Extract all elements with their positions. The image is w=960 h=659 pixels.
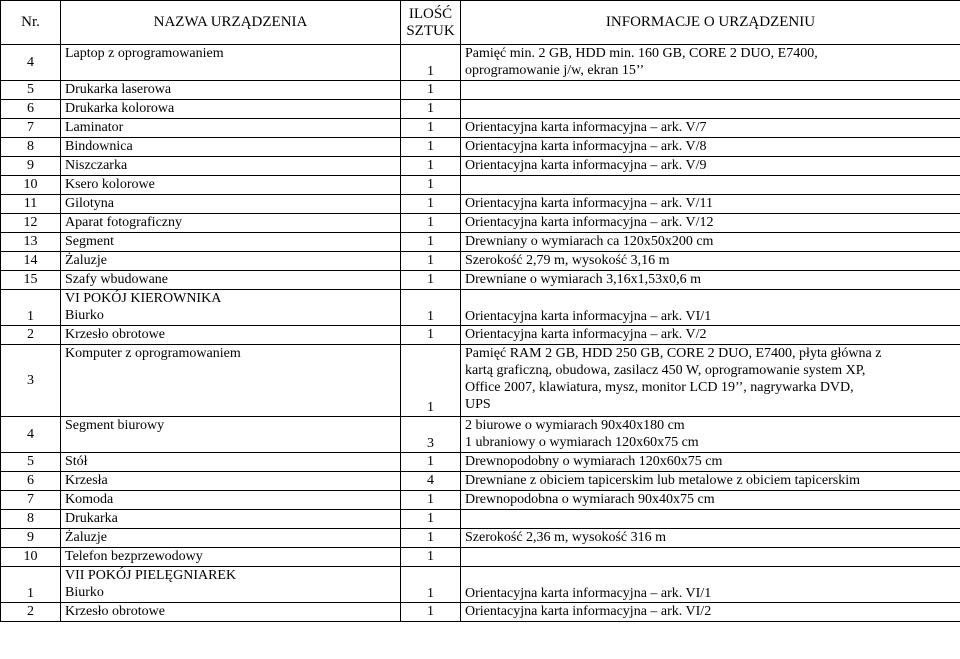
header-qty-line1: ILOŚĆ [408,5,453,22]
row-info-line: oprogramowanie j/w, ekran 15’’ [465,63,645,78]
row-qty: 1 [401,529,461,548]
header-qty-line2: SZTUK [406,22,455,39]
row-info-line: 2 biurowe o wymiarach 90x40x180 cm [465,418,685,433]
table-row [1,290,960,326]
row-info-line: UPS [465,397,491,412]
table-row [1,548,960,567]
row-qty: 1 [401,176,461,195]
row-info: Orientacyjna karta informacyjna – ark. V/7 [461,119,960,138]
row-name [61,567,401,603]
row-name: Segment biurowy [61,417,401,453]
row-name: Bindownica [61,138,401,157]
table-row [1,214,960,233]
row-nr: 4 [1,45,61,81]
row-name: Ksero kolorowe [61,176,401,195]
row-qty: 1 [401,138,461,157]
row-info-line: kartą graficzną, obudowa, zasilacz 450 W, oprogramowanie system XP, [465,363,866,378]
row-qty: 1 [401,195,461,214]
row-qty: 1 [401,157,461,176]
row-nr: 1 [1,567,61,603]
row-nr: 7 [1,491,61,510]
row-nr: 6 [1,100,61,119]
row-qty: 1 [401,233,461,252]
row-nr: 2 [1,326,61,345]
row-name: Krzesło obrotowe [61,603,401,622]
table-row [1,567,960,603]
row-name: Drukarka [61,510,401,529]
row-info [461,345,960,417]
row-qty: 1 [401,453,461,472]
row-name: Żaluzje [61,252,401,271]
row-qty: 1 [401,100,461,119]
row-nr: 10 [1,548,61,567]
table-row [1,100,960,119]
row-name [61,290,401,326]
row-name: Laptop z oprogramowaniem [61,45,401,81]
table-row [1,529,960,548]
row-info: Orientacyjna karta informacyjna – ark. VI/2 [461,603,960,622]
table-row [1,252,960,271]
table-row [1,472,960,491]
row-info: Drewniane z obiciem tapicerskim lub metalowe z obiciem tapicerskim [461,472,960,491]
row-qty: 1 [401,603,461,622]
row-info-line: 1 ubraniowy o wymiarach 120x60x75 cm [465,435,699,450]
table-row [1,345,960,417]
row-info: Drewnopodobny o wymiarach 120x60x75 cm [461,453,960,472]
row-nr: 5 [1,453,61,472]
row-qty: 1 [401,271,461,290]
table-row [1,233,960,252]
row-name: Segment [61,233,401,252]
section-heading: VII POKÓJ PIELĘGNIAREK [65,568,237,583]
row-nr: 2 [1,603,61,622]
row-nr: 3 [1,345,61,417]
row-info: Szerokość 2,36 m, wysokość 316 m [461,529,960,548]
table-row [1,157,960,176]
row-qty: 1 [401,345,461,417]
row-name: Komoda [61,491,401,510]
row-info: Drewnopodobna o wymiarach 90x40x75 cm [461,491,960,510]
row-qty: 1 [401,326,461,345]
table-row [1,510,960,529]
row-info: Orientacyjna karta informacyjna – ark. V/8 [461,138,960,157]
row-qty: 1 [401,119,461,138]
table-row [1,176,960,195]
row-qty: 1 [401,567,461,603]
table-row [1,45,960,81]
row-name: Telefon bezprzewodowy [61,548,401,567]
row-nr: 10 [1,176,61,195]
row-info [461,510,960,529]
row-qty: 1 [401,81,461,100]
row-name: Szafy wbudowane [61,271,401,290]
row-name: Stół [61,453,401,472]
header-row [1,1,960,45]
row-info [461,417,960,453]
row-nr: 6 [1,472,61,491]
table-row [1,326,960,345]
table-row [1,138,960,157]
row-info: Orientacyjna karta informacyjna – ark. V/2 [461,326,960,345]
row-info: Szerokość 2,79 m, wysokość 3,16 m [461,252,960,271]
row-nr: 11 [1,195,61,214]
row-name: Krzesło obrotowe [61,326,401,345]
row-name: Krzesła [61,472,401,491]
table-row [1,453,960,472]
row-nr: 8 [1,510,61,529]
header-qty [401,1,461,45]
row-name: Żaluzje [61,529,401,548]
row-info [461,100,960,119]
row-qty: 1 [401,45,461,81]
row-nr: 9 [1,157,61,176]
row-qty: 1 [401,214,461,233]
row-nr: 15 [1,271,61,290]
row-info: Orientacyjna karta informacyjna – ark. V/12 [461,214,960,233]
row-info-line: Office 2007, klawiatura, mysz, monitor LCD 19’’, nagrywarka DVD, [465,380,854,395]
row-nr: 8 [1,138,61,157]
row-info [461,548,960,567]
row-info [461,45,960,81]
row-info: Orientacyjna karta informacyjna – ark. V/9 [461,157,960,176]
row-name: Komputer z oprogramowaniem [61,345,401,417]
row-name: Gilotyna [61,195,401,214]
row-name-text: Biurko [65,585,104,600]
row-qty: 3 [401,417,461,453]
row-info: Drewniany o wymiarach ca 120x50x200 cm [461,233,960,252]
row-nr: 1 [1,290,61,326]
row-name-text: Biurko [65,308,104,323]
row-name: Drukarka kolorowa [61,100,401,119]
row-qty: 4 [401,472,461,491]
section-heading: VI POKÓJ KIEROWNIKA [65,291,222,306]
row-nr: 12 [1,214,61,233]
row-info: Orientacyjna karta informacyjna – ark. VI/1 [461,290,960,326]
row-nr: 7 [1,119,61,138]
row-name: Drukarka laserowa [61,81,401,100]
row-qty: 1 [401,252,461,271]
table-row [1,491,960,510]
header-info: INFORMACJE O URZĄDZENIU [461,1,960,45]
table-row [1,271,960,290]
row-nr: 5 [1,81,61,100]
table-row [1,195,960,214]
table-row [1,81,960,100]
row-nr: 13 [1,233,61,252]
row-info [461,81,960,100]
row-info: Orientacyjna karta informacyjna – ark. V/11 [461,195,960,214]
row-info: Orientacyjna karta informacyjna – ark. VI/1 [461,567,960,603]
table-row [1,417,960,453]
row-nr: 14 [1,252,61,271]
row-info-line: Pamięć RAM 2 GB, HDD 250 GB, CORE 2 DUO, E7400, płyta główna z [465,346,882,361]
row-nr: 4 [1,417,61,453]
row-qty: 1 [401,290,461,326]
row-nr: 9 [1,529,61,548]
row-info-line: Pamięć min. 2 GB, HDD min. 160 GB, CORE 2 DUO, E7400, [465,46,818,61]
table-row [1,603,960,622]
header-name: NAZWA URZĄDZENIA [61,1,401,45]
row-qty: 1 [401,510,461,529]
header-nr: Nr. [1,1,61,45]
row-name: Niszczarka [61,157,401,176]
row-info [461,176,960,195]
row-qty: 1 [401,491,461,510]
row-info: Drewniane o wymiarach 3,16x1,53x0,6 m [461,271,960,290]
row-name: Aparat fotograficzny [61,214,401,233]
row-qty: 1 [401,548,461,567]
table-row [1,119,960,138]
row-name: Laminator [61,119,401,138]
